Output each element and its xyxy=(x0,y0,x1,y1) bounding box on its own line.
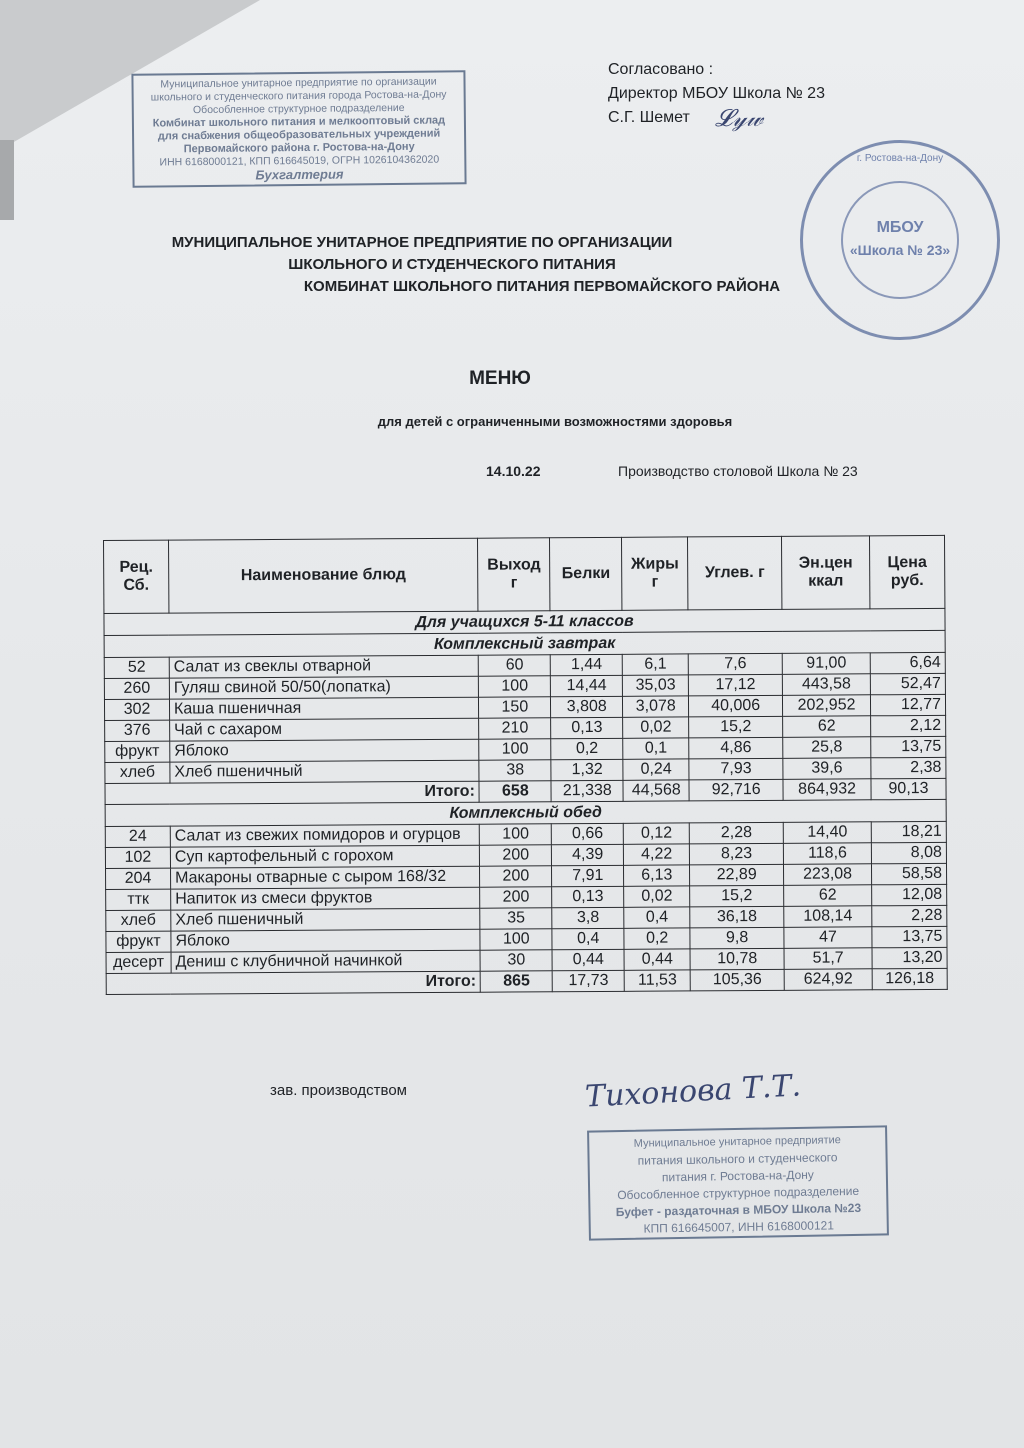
dish-name-cell: Напиток из смеси фруктов xyxy=(171,887,480,910)
total-value: 864,932 xyxy=(783,779,871,801)
fat-cell: 6,13 xyxy=(624,865,690,886)
dish-name-cell: Чай с сахаром xyxy=(170,718,479,741)
yield-cell: 100 xyxy=(480,929,552,950)
carbs-cell: 17,12 xyxy=(689,674,783,696)
total-value: 865 xyxy=(480,971,552,992)
stamp-ring-text: г. Ростова-на-Дону xyxy=(856,153,944,164)
energy-cell: 25,8 xyxy=(783,737,871,759)
fat-cell: 0,24 xyxy=(623,759,689,780)
total-value: 658 xyxy=(479,781,551,802)
total-value: 11,53 xyxy=(624,970,690,991)
stamp-line: Буфет - раздаточная в МБОУ Школа №23 xyxy=(615,1200,862,1220)
fat-cell: 6,1 xyxy=(622,654,688,675)
energy-cell: 62 xyxy=(783,716,871,738)
energy-cell: 91,00 xyxy=(782,653,870,675)
column-header: Белки xyxy=(550,537,622,610)
price-cell: 12,77 xyxy=(870,694,945,715)
fat-cell: 0,2 xyxy=(624,928,690,949)
recipe-no-cell: хлеб xyxy=(106,910,171,931)
protein-cell: 0,13 xyxy=(551,717,623,738)
recipe-no-cell: хлеб xyxy=(105,762,170,783)
protein-cell: 0,66 xyxy=(552,823,624,844)
energy-cell: 443,58 xyxy=(782,674,870,696)
total-value: 92,716 xyxy=(689,779,783,801)
recipe-no-cell: 376 xyxy=(105,720,170,741)
yield-cell: 60 xyxy=(479,655,551,676)
stamp-line: ИНН 6168000121, КПП 616645019, ОГРН 1026104362020 xyxy=(159,153,440,169)
stamp-line: питания школьного и студенческого xyxy=(637,1150,838,1168)
fat-cell: 0,1 xyxy=(623,738,689,759)
page-title: МЕНЮ xyxy=(469,368,531,389)
carbs-cell: 2,28 xyxy=(689,822,783,844)
protein-cell: 7,91 xyxy=(552,865,624,886)
protein-cell: 1,44 xyxy=(551,654,623,675)
protein-cell: 14,44 xyxy=(551,675,623,696)
price-cell: 8,08 xyxy=(871,842,946,863)
fat-cell: 3,078 xyxy=(623,696,689,717)
energy-cell: 223,08 xyxy=(784,864,872,886)
recipe-no-cell: 102 xyxy=(105,847,170,868)
yield-cell: 35 xyxy=(480,908,552,929)
director-signature: 𝓛𝓎𝓌 xyxy=(715,104,764,132)
dish-name-cell: Хлеб пшеничный xyxy=(171,908,480,931)
price-cell: 2,12 xyxy=(871,715,946,736)
fat-cell: 0,4 xyxy=(624,907,690,928)
protein-cell: 1,32 xyxy=(551,759,623,780)
approval-label: Согласовано : xyxy=(608,61,714,78)
dish-name-cell: Макароны отварные с сыром 168/32 xyxy=(170,866,479,889)
carbs-cell: 4,86 xyxy=(689,737,783,759)
total-value: 21,338 xyxy=(551,780,623,801)
price-cell: 13,20 xyxy=(872,947,947,968)
recipe-no-cell: 204 xyxy=(106,868,171,889)
production-label: Производство столовой Школа № 23 xyxy=(618,463,858,479)
fat-cell: 35,03 xyxy=(623,675,689,696)
energy-cell: 202,952 xyxy=(783,695,871,717)
recipe-no-cell: 52 xyxy=(104,657,169,678)
dish-name-cell: Салат из свежих помидоров и огурцов xyxy=(170,824,479,847)
protein-cell: 0,2 xyxy=(551,738,623,759)
stamp-line: питания г. Ростова-на-Дону xyxy=(661,1167,814,1185)
org-line-1: МУНИЦИПАЛЬНОЕ УНИТАРНОЕ ПРЕДПРИЯТИЕ ПО ОРГАНИЗАЦИИ xyxy=(171,234,673,251)
total-value: 105,36 xyxy=(690,969,784,991)
carbs-cell: 15,2 xyxy=(690,885,784,907)
protein-cell: 0,4 xyxy=(552,928,624,949)
column-header: Выход г xyxy=(478,538,550,611)
energy-cell: 118,6 xyxy=(783,843,871,865)
yield-cell: 150 xyxy=(479,697,551,718)
stamp-line: Первомайского района г. Ростова-на-Дону xyxy=(183,140,415,156)
menu-table xyxy=(103,535,948,995)
buffet-stamp xyxy=(587,1125,889,1240)
fat-cell: 0,44 xyxy=(624,949,690,970)
carbs-cell: 10,78 xyxy=(690,948,784,970)
recipe-no-cell: десерт xyxy=(106,952,171,973)
dish-name-cell: Салат из свеклы отварной xyxy=(169,655,478,678)
section-header: Комплексный обед xyxy=(105,799,946,826)
dish-name-cell: Гуляш свиной 50/50(лопатка) xyxy=(169,676,478,699)
carbs-cell: 7,6 xyxy=(688,653,782,675)
stamp-line: Бухгалтерия xyxy=(255,166,344,183)
approval-position: Директор МБОУ Школа № 23 xyxy=(608,85,825,102)
recipe-no-cell: фрукт xyxy=(106,931,171,952)
price-cell: 6,64 xyxy=(870,652,945,673)
yield-cell: 200 xyxy=(480,866,552,887)
stamp-line: Муниципальное унитарное предприятие по организации xyxy=(160,75,437,91)
protein-cell: 3,808 xyxy=(551,696,623,717)
org-line-3: КОМБИНАТ ШКОЛЬНОГО ПИТАНИЯ ПЕРВОМАЙСКОГО РАЙОНА xyxy=(303,278,781,295)
energy-cell: 47 xyxy=(784,927,872,949)
protein-cell: 4,39 xyxy=(552,844,624,865)
carbs-cell: 36,18 xyxy=(690,906,784,928)
yield-cell: 30 xyxy=(480,950,552,971)
page-subtitle: для детей с ограниченными возможностями здоровья xyxy=(377,414,733,429)
protein-cell: 3,8 xyxy=(552,907,624,928)
menu-date: 14.10.22 xyxy=(486,463,541,479)
total-value: 90,13 xyxy=(871,778,946,799)
price-cell: 13,75 xyxy=(871,736,946,757)
total-row xyxy=(106,968,947,994)
recipe-no-cell: ттк xyxy=(106,889,171,910)
carbs-cell: 9,8 xyxy=(690,927,784,949)
paper-edge xyxy=(0,140,14,220)
recipe-no-cell: 24 xyxy=(105,826,170,847)
accounting-stamp xyxy=(131,70,466,187)
total-value: 624,92 xyxy=(784,969,872,991)
total-label: Итого: xyxy=(106,971,480,994)
dish-name-cell: Яблоко xyxy=(170,739,479,762)
yield-cell: 200 xyxy=(480,887,552,908)
approval-name: С.Г. Шемет xyxy=(608,109,690,126)
yield-cell: 210 xyxy=(479,718,551,739)
yield-cell: 100 xyxy=(479,676,551,697)
protein-cell: 0,44 xyxy=(552,949,624,970)
column-header: Жиры г xyxy=(622,537,688,610)
stamp-line: школьного и студенческого питания города Ростова-на-Дону xyxy=(150,88,447,104)
yield-cell: 38 xyxy=(479,760,551,781)
column-header: Наименование блюд xyxy=(168,538,478,613)
footer-role: зав. производством xyxy=(270,1082,407,1099)
yield-cell: 200 xyxy=(480,845,552,866)
fat-cell: 0,02 xyxy=(623,717,689,738)
manager-signature: Тихонова Т.Т. xyxy=(584,1068,802,1115)
price-cell: 2,38 xyxy=(871,757,946,778)
price-cell: 13,75 xyxy=(872,926,947,947)
stamp-line: Муниципальное унитарное предприятие xyxy=(633,1134,841,1150)
column-header: Эн.цен ккал xyxy=(782,536,870,610)
energy-cell: 14,40 xyxy=(783,822,871,844)
stamp-line: МБОУ xyxy=(876,219,924,236)
total-label: Итого: xyxy=(105,781,479,804)
stamp-line: для снабжения общеобразовательных учреждений xyxy=(157,127,441,143)
dish-name-cell: Каша пшеничная xyxy=(169,697,478,720)
org-line-2: ШКОЛЬНОГО И СТУДЕНЧЕСКОГО ПИТАНИЯ xyxy=(288,256,616,273)
stamp-line: Обособленное структурное подразделение xyxy=(192,101,405,117)
fat-cell: 0,12 xyxy=(623,823,689,844)
fat-cell: 4,22 xyxy=(624,844,690,865)
stamp-line: Обособленное структурное подразделение xyxy=(617,1183,860,1203)
price-cell: 18,21 xyxy=(871,821,946,842)
dish-name-cell: Яблоко xyxy=(171,929,480,952)
total-value: 44,568 xyxy=(623,780,689,801)
dish-name-cell: Хлеб пшеничный xyxy=(170,760,479,783)
energy-cell: 39,6 xyxy=(783,758,871,780)
price-cell: 58,58 xyxy=(871,863,946,884)
price-cell: 2,28 xyxy=(872,905,947,926)
carbs-cell: 40,006 xyxy=(689,695,783,717)
column-header: Рец. Сб. xyxy=(104,540,169,613)
yield-cell: 100 xyxy=(479,739,551,760)
price-cell: 12,08 xyxy=(872,884,947,905)
column-header: Цена руб. xyxy=(869,535,944,608)
dish-name-cell: Дениш с клубничной начинкой xyxy=(171,950,480,973)
stamp-line: Комбинат школьного питания и мелкооптовый склад xyxy=(152,114,446,130)
carbs-cell: 15,2 xyxy=(689,716,783,738)
yield-cell: 100 xyxy=(480,824,552,845)
total-value: 126,18 xyxy=(872,968,947,989)
carbs-cell: 8,23 xyxy=(690,843,784,865)
stamp-line: «Школа № 23» xyxy=(849,242,951,258)
energy-cell: 62 xyxy=(784,885,872,907)
section-header: Комплексный завтрак xyxy=(104,630,945,657)
recipe-no-cell: 302 xyxy=(104,699,169,720)
energy-cell: 108,14 xyxy=(784,906,872,928)
carbs-cell: 7,93 xyxy=(689,758,783,780)
energy-cell: 51,7 xyxy=(784,948,872,970)
price-cell: 52,47 xyxy=(870,673,945,694)
protein-cell: 0,13 xyxy=(552,886,624,907)
carbs-cell: 22,89 xyxy=(690,864,784,886)
total-value: 17,73 xyxy=(552,970,624,991)
dish-name-cell: Суп картофельный с горохом xyxy=(170,845,479,868)
stamp-line: КПП 616645007, ИНН 6168000121 xyxy=(643,1218,835,1236)
fat-cell: 0,02 xyxy=(624,886,690,907)
recipe-no-cell: 260 xyxy=(104,678,169,699)
recipe-no-cell: фрукт xyxy=(105,741,170,762)
section-header: Для учащихся 5-11 классов xyxy=(104,608,945,635)
column-header: Углев. г xyxy=(688,536,782,610)
